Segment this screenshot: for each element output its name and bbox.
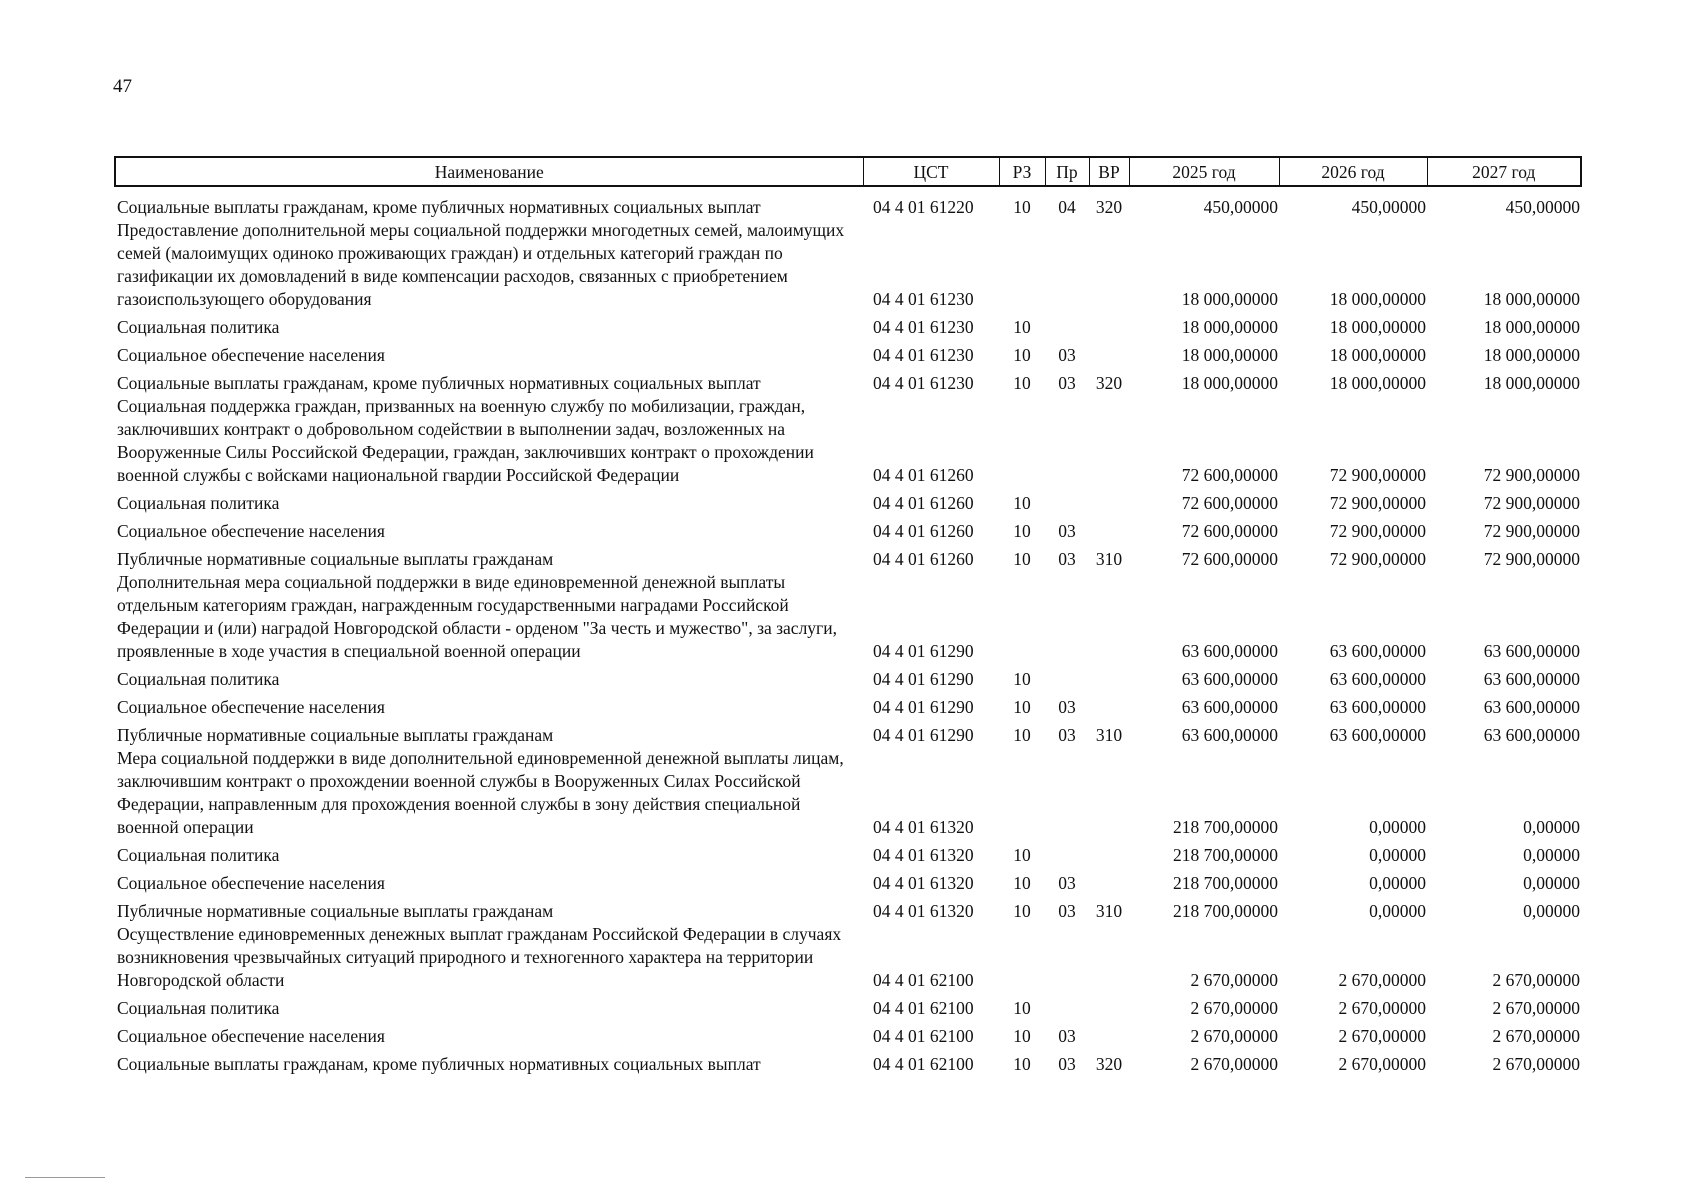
cell-pr [1045,395,1089,487]
cell-cst: 04 4 01 62100 [873,1054,974,1074]
cell-cst: 04 4 01 61290 [873,641,974,661]
cell-2025: 2 670,00000 [1190,998,1278,1018]
cell-2026: 0,00000 [1369,817,1426,837]
cell-rz: 10 [1013,373,1031,393]
table-row [115,515,1581,543]
cell-2027: 18 000,00000 [1483,373,1580,393]
cell-2025: 72 600,00000 [1181,465,1278,485]
cell-vr: 320 [1095,1054,1123,1074]
cell-2027: 0,00000 [1523,817,1580,837]
cell-name: Социальное обеспечение населения [117,873,385,893]
cell-vr [1089,1020,1129,1048]
cell-cst: 04 4 01 61260 [873,521,974,541]
cell-name: Социальная политика [117,998,280,1018]
cell-cst: 04 4 01 62100 [873,998,974,1018]
cell-pr: 03 [1058,549,1076,569]
cell-vr [1089,311,1129,339]
cell-pr [1045,923,1089,992]
cell-pr: 03 [1058,725,1076,745]
table-header-row [115,157,1581,186]
cell-2026: 18 000,00000 [1329,373,1426,393]
cell-2026: 63 600,00000 [1329,725,1426,745]
table-row [115,339,1581,367]
table-row [115,543,1581,571]
cell-rz [999,923,1045,992]
cell-pr [1045,487,1089,515]
cell-rz: 10 [1013,521,1031,541]
cell-vr [1089,339,1129,367]
cell-2027: 0,00000 [1523,873,1580,893]
cell-2027: 18 000,00000 [1483,289,1580,309]
cell-2025: 72 600,00000 [1181,521,1278,541]
cell-2026: 450,00000 [1351,197,1426,217]
table-row [115,1020,1581,1048]
cell-cst: 04 4 01 61230 [873,373,974,393]
cell-name: Публичные нормативные социальные выплаты гражданам [117,549,554,569]
cell-cst: 04 4 01 61290 [873,669,974,689]
cell-cst: 04 4 01 61320 [873,873,974,893]
table-body [115,186,1581,1076]
cell-2025: 218 700,00000 [1173,873,1278,893]
cell-cst: 04 4 01 61220 [873,197,974,217]
table-row [115,219,1581,311]
cell-2025: 218 700,00000 [1173,845,1278,865]
cell-vr [1089,487,1129,515]
cell-2025: 2 670,00000 [1190,1054,1278,1074]
cell-name: Социальные выплаты гражданам, кроме публичных нормативных социальных выплат [117,373,761,393]
header-vr: ВР [1089,157,1129,186]
cell-name: Социальное обеспечение населения [117,1026,385,1046]
cell-2025: 2 670,00000 [1190,1026,1278,1046]
cell-2026: 2 670,00000 [1338,1054,1426,1074]
cell-2027: 2 670,00000 [1492,1026,1580,1046]
cell-rz [999,747,1045,839]
cell-name: Социальные выплаты гражданам, кроме публичных нормативных социальных выплат [117,197,761,217]
cell-pr [1045,663,1089,691]
header-2026: 2026 год [1279,157,1427,186]
cell-pr [1045,219,1089,311]
cell-name: Социальное обеспечение населения [117,697,385,717]
cell-2026: 0,00000 [1369,845,1426,865]
cell-pr: 03 [1058,1026,1076,1046]
cell-rz: 10 [1013,345,1031,365]
cell-2027: 0,00000 [1523,845,1580,865]
cell-rz: 10 [1013,1026,1031,1046]
table-row [115,367,1581,395]
cell-vr: 320 [1095,197,1123,217]
cell-name: Дополнительная мера социальной поддержки в виде единовременной денежной выплаты отдельным категориям граждан, награжденным государственными наградами Российской Федерации и (или) наградой Новгородской области - орденом "За честь и мужество", за заслуги, проявленные в ходе участия в специальной военной операции [117,572,837,661]
cell-pr [1045,839,1089,867]
page-number: 47 [113,76,132,97]
cell-vr [1089,219,1129,311]
cell-2026: 72 900,00000 [1329,493,1426,513]
table-row [115,923,1581,992]
header-rz: РЗ [999,157,1045,186]
cell-2025: 72 600,00000 [1181,493,1278,513]
cell-2025: 218 700,00000 [1173,901,1278,921]
cell-cst: 04 4 01 61260 [873,549,974,569]
cell-name: Предоставление дополнительной меры социальной поддержки многодетных семей, малоимущих семей (малоимущих одиноко проживающих граждан) и отдельных категорий граждан по газификации их домовладений в виде компенсации расходов, связанных с приобретением газоиспользующего оборудования [117,220,845,309]
cell-pr [1045,571,1089,663]
cell-2026: 63 600,00000 [1329,669,1426,689]
cell-2027: 2 670,00000 [1492,970,1580,990]
cell-2025: 72 600,00000 [1181,549,1278,569]
cell-pr: 03 [1058,901,1076,921]
cell-rz: 10 [1013,317,1031,337]
cell-name: Социальное обеспечение населения [117,345,385,365]
cell-cst: 04 4 01 61230 [873,317,974,337]
cell-vr: 320 [1095,373,1123,393]
cell-2025: 63 600,00000 [1181,669,1278,689]
cell-rz: 10 [1013,845,1031,865]
cell-2025: 18 000,00000 [1181,373,1278,393]
cell-pr: 03 [1058,1054,1076,1074]
scan-artifact-line [25,1177,105,1178]
cell-cst: 04 4 01 61320 [873,845,974,865]
cell-rz: 10 [1013,493,1031,513]
cell-pr [1045,311,1089,339]
cell-rz: 10 [1013,197,1031,217]
cell-cst: 04 4 01 61320 [873,817,974,837]
cell-cst: 04 4 01 61290 [873,725,974,745]
cell-2025: 450,00000 [1203,197,1278,217]
cell-2026: 18 000,00000 [1329,317,1426,337]
cell-rz: 10 [1013,549,1031,569]
cell-vr [1089,839,1129,867]
cell-2027: 72 900,00000 [1483,521,1580,541]
cell-2026: 2 670,00000 [1338,1026,1426,1046]
table-row [115,719,1581,747]
table-row [115,839,1581,867]
cell-vr [1089,395,1129,487]
cell-2026: 72 900,00000 [1329,521,1426,541]
cell-2025: 63 600,00000 [1181,697,1278,717]
cell-2027: 72 900,00000 [1483,493,1580,513]
cell-vr [1089,747,1129,839]
cell-rz [999,571,1045,663]
cell-pr: 03 [1058,697,1076,717]
cell-rz: 10 [1013,697,1031,717]
budget-table [114,156,1582,1076]
table-row [115,571,1581,663]
cell-2026: 0,00000 [1369,873,1426,893]
cell-cst: 04 4 01 62100 [873,970,974,990]
cell-name: Социальное обеспечение населения [117,521,385,541]
cell-2027: 2 670,00000 [1492,1054,1580,1074]
table-row [115,186,1581,219]
cell-2025: 18 000,00000 [1181,345,1278,365]
cell-vr [1089,867,1129,895]
cell-2026: 63 600,00000 [1329,697,1426,717]
cell-name: Осуществление единовременных денежных выплат гражданам Российской Федерации в случаях возникновения чрезвычайных ситуаций природного и техногенного характера на территории Новгородской области [117,924,842,990]
table-row [115,867,1581,895]
cell-rz: 10 [1013,669,1031,689]
header-pr: Пр [1045,157,1089,186]
cell-vr [1089,923,1129,992]
cell-2026: 2 670,00000 [1338,998,1426,1018]
cell-vr [1089,992,1129,1020]
cell-pr [1045,992,1089,1020]
cell-name: Социальная политика [117,669,280,689]
cell-2027: 63 600,00000 [1483,669,1580,689]
table-row [115,395,1581,487]
cell-2026: 72 900,00000 [1329,465,1426,485]
cell-pr: 03 [1058,373,1076,393]
cell-name: Публичные нормативные социальные выплаты гражданам [117,725,554,745]
cell-cst: 04 4 01 61230 [873,345,974,365]
cell-rz: 10 [1013,725,1031,745]
cell-pr: 03 [1058,345,1076,365]
cell-rz [999,395,1045,487]
cell-2026: 2 670,00000 [1338,970,1426,990]
cell-name: Мера социальной поддержки в виде дополнительной единовременной денежной выплаты лицам, заключившим контракт о прохождении военной службы в Вооруженных Силах Российской Федерации, направленным для прохождения военной службы в зону действия специальной военной операции [117,748,844,837]
cell-name: Социальная поддержка граждан, призванных на военную службу по мобилизации, граждан, заключивших контракт о добровольном содействии в выполнении задач, возложенных на Вооруженные Силы Российской Федерации, граждан, заключивших контракт о прохождении военной службы с войсками национальной гвардии Российской Федерации [117,396,814,485]
table-row [115,992,1581,1020]
cell-rz [999,219,1045,311]
cell-rz: 10 [1013,901,1031,921]
table-row [115,691,1581,719]
cell-2025: 18 000,00000 [1181,317,1278,337]
cell-2027: 63 600,00000 [1483,641,1580,661]
cell-2025: 18 000,00000 [1181,289,1278,309]
cell-2027: 18 000,00000 [1483,317,1580,337]
header-2025: 2025 год [1129,157,1279,186]
cell-pr: 04 [1058,197,1076,217]
cell-2025: 218 700,00000 [1173,817,1278,837]
cell-cst: 04 4 01 62100 [873,1026,974,1046]
cell-2027: 2 670,00000 [1492,998,1580,1018]
cell-2027: 63 600,00000 [1483,697,1580,717]
cell-2025: 63 600,00000 [1181,725,1278,745]
cell-cst: 04 4 01 61290 [873,697,974,717]
cell-2025: 2 670,00000 [1190,970,1278,990]
cell-name: Социальные выплаты гражданам, кроме публичных нормативных социальных выплат [117,1054,761,1074]
cell-rz: 10 [1013,998,1031,1018]
table-row [115,311,1581,339]
table-row [115,895,1581,923]
cell-cst: 04 4 01 61260 [873,493,974,513]
header-name: Наименование [115,157,863,186]
cell-pr [1045,747,1089,839]
table-row [115,663,1581,691]
cell-2026: 18 000,00000 [1329,289,1426,309]
cell-2027: 0,00000 [1523,901,1580,921]
cell-2026: 18 000,00000 [1329,345,1426,365]
cell-rz: 10 [1013,873,1031,893]
header-2027: 2027 год [1427,157,1581,186]
cell-vr [1089,691,1129,719]
cell-vr: 310 [1095,901,1123,921]
cell-cst: 04 4 01 61320 [873,901,974,921]
table-row [115,487,1581,515]
cell-cst: 04 4 01 61230 [873,289,974,309]
cell-rz: 10 [1013,1054,1031,1074]
cell-name: Социальная политика [117,317,280,337]
cell-vr [1089,571,1129,663]
cell-2027: 450,00000 [1505,197,1580,217]
cell-name: Социальная политика [117,493,280,513]
cell-2027: 63 600,00000 [1483,725,1580,745]
cell-name: Публичные нормативные социальные выплаты гражданам [117,901,554,921]
cell-2025: 63 600,00000 [1181,641,1278,661]
cell-pr: 03 [1058,873,1076,893]
cell-2026: 72 900,00000 [1329,549,1426,569]
cell-2026: 0,00000 [1369,901,1426,921]
table-row [115,1048,1581,1076]
cell-cst: 04 4 01 61260 [873,465,974,485]
cell-name: Социальная политика [117,845,280,865]
cell-vr: 310 [1095,725,1123,745]
cell-2026: 63 600,00000 [1329,641,1426,661]
header-cst: ЦСТ [863,157,999,186]
cell-2027: 18 000,00000 [1483,345,1580,365]
cell-2027: 72 900,00000 [1483,465,1580,485]
cell-vr [1089,663,1129,691]
cell-vr: 310 [1095,549,1123,569]
cell-vr [1089,515,1129,543]
cell-2027: 72 900,00000 [1483,549,1580,569]
cell-pr: 03 [1058,521,1076,541]
table-row [115,747,1581,839]
